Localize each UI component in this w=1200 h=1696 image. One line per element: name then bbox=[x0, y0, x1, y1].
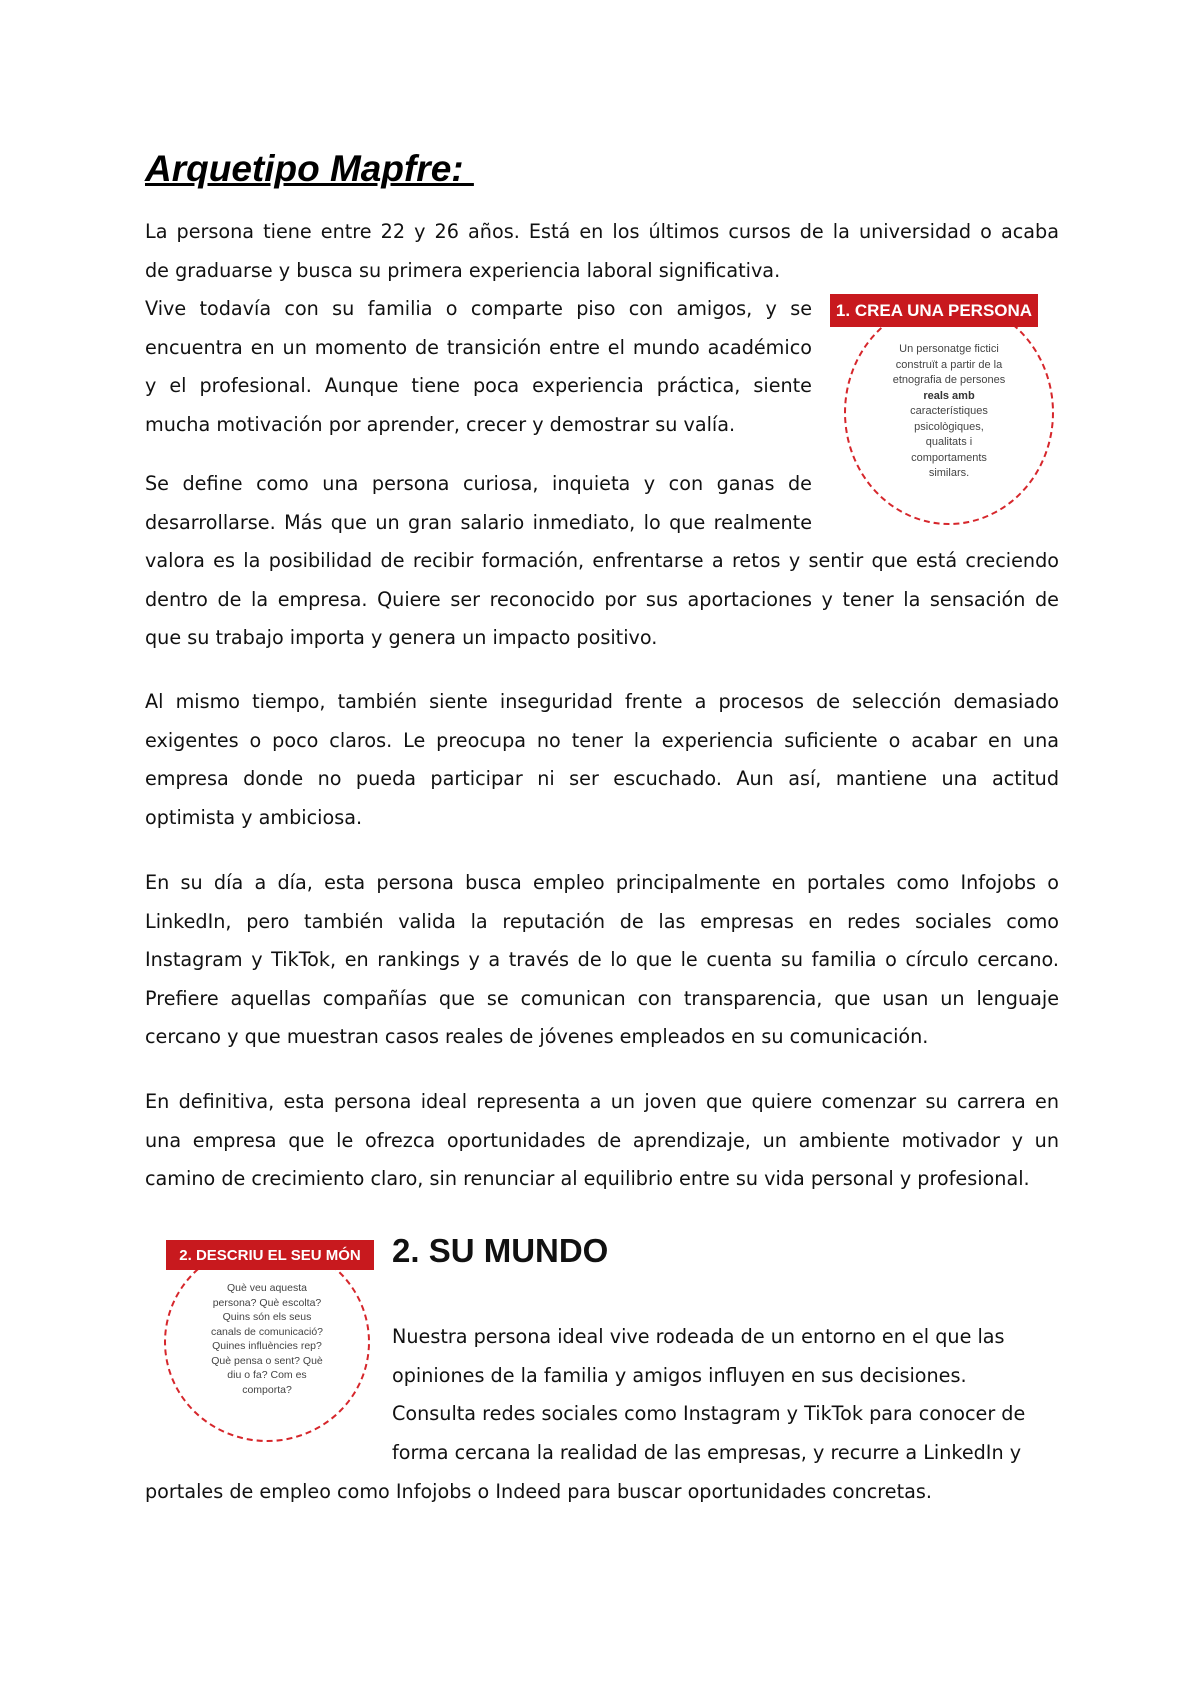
text-line: optimista y ambiciosa. bbox=[145, 805, 363, 829]
crea-una-persona-figure bbox=[830, 290, 1060, 540]
text-line: portales de empleo como Infojobs o Indeed para buscar oportunidades concretas. bbox=[145, 1480, 932, 1503]
figure-caption-line: reals amb bbox=[923, 389, 975, 402]
text-line: Consulta redes sociales como Instagram y TikTok para conocer de bbox=[392, 1402, 1026, 1426]
text-line: Instagram y TikTok, en rankings y a través de lo que le cuenta su familia o círculo cercano. bbox=[145, 948, 1059, 972]
text-line: encuentra en un momento de transición entre el mundo académico bbox=[145, 335, 812, 359]
figure-caption-line: Quines influències rep? bbox=[212, 1340, 322, 1352]
text-line: empresa donde no pueda participar ni ser escuchado. Aun así, mantiene una actitud bbox=[145, 767, 1059, 791]
figure-caption-line: persona? Què escolta? bbox=[212, 1296, 322, 1309]
paragraph-4 bbox=[145, 864, 1059, 1057]
descriu-el-seu-mon-figure bbox=[164, 1237, 374, 1447]
figure-caption-line: construït a partir de la bbox=[895, 358, 1003, 371]
text-line: dentro de la empresa. Quiere ser reconocido por sus aportaciones y tener la sensación de bbox=[145, 587, 1059, 611]
text-line: Prefiere aquellas compañías que se comunican con transparencia, que usan un lenguaje bbox=[145, 986, 1059, 1010]
text-line: Nuestra persona ideal vive rodeada de un entorno en el que las bbox=[392, 1325, 1005, 1348]
figure-caption-line: similars. bbox=[928, 467, 970, 479]
section-heading: 2. SU MUNDO bbox=[392, 1232, 609, 1269]
section2-paragraph bbox=[392, 1318, 1060, 1472]
text-line: camino de crecimiento claro, sin renunciar al equilibrio entre su vida personal y profesional. bbox=[145, 1167, 1030, 1191]
document-title: Arquetipo Mapfre: bbox=[145, 148, 474, 189]
figure-banner: 2. DESCRIU EL SEU MÓN bbox=[166, 1240, 374, 1270]
text-line: Se define como una persona curiosa, inquieta y con ganas de bbox=[145, 472, 812, 495]
text-line: de graduarse y busca su primera experiencia laboral significativa. bbox=[145, 258, 781, 282]
figure-caption-line: Un personatge fictici bbox=[899, 343, 999, 355]
figure-caption-line: característiques bbox=[910, 405, 988, 417]
figure-caption-line: qualitats i bbox=[925, 436, 973, 448]
figure-caption-line: diu o fa? Com es bbox=[227, 1369, 307, 1381]
text-line: opiniones de la familia y amigos influyen en sus decisiones. bbox=[392, 1363, 967, 1387]
text-line: mucha motivación por aprender, crecer y demostrar su valía. bbox=[145, 412, 736, 436]
figure-caption-line: psicològiques, bbox=[914, 420, 984, 433]
text-line: En definitiva, esta persona ideal representa a un joven que quiere comenzar su carrera en bbox=[145, 1090, 1059, 1113]
text-line: LinkedIn, pero también valida la reputación de las empresas en redes sociales como bbox=[145, 909, 1059, 933]
text-line: y el profesional. Aunque tiene poca experiencia práctica, siente bbox=[145, 374, 812, 398]
figure-caption bbox=[164, 1281, 370, 1397]
section2-paragraph-cont bbox=[145, 1473, 1059, 1512]
text-line: Al mismo tiempo, también siente inseguridad frente a procesos de selección demasiado bbox=[145, 690, 1059, 713]
paragraph-5 bbox=[145, 1083, 1059, 1199]
figure-caption-line: Què pensa o sent? Què bbox=[211, 1354, 323, 1367]
paragraph-2a bbox=[145, 465, 812, 542]
text-line: valora es la posibilidad de recibir formación, enfrentarse a retos y sentir que está creciendo bbox=[145, 549, 1059, 572]
text-line: La persona tiene entre 22 y 26 años. Está en los últimos cursos de la universidad o acaba bbox=[145, 220, 1059, 243]
intro-paragraph bbox=[145, 213, 1059, 290]
text-line: exigentes o poco claros. Le preocupa no tener la experiencia suficiente o acabar en una bbox=[145, 728, 1059, 752]
paragraph-3 bbox=[145, 683, 1059, 837]
paragraph-1 bbox=[145, 290, 812, 444]
text-line: una empresa que le ofrezca oportunidades de aprendizaje, un ambiente motivador y un bbox=[145, 1128, 1059, 1152]
figure-caption-line: canals de comunicació? bbox=[210, 1325, 324, 1338]
figure-caption-line: comporta? bbox=[242, 1383, 292, 1396]
text-line: forma cercana la realidad de las empresas, y recurre a LinkedIn y bbox=[392, 1440, 1022, 1464]
text-line: Vive todavía con su familia o comparte piso con amigos, y se bbox=[145, 297, 812, 320]
text-line: que su trabajo importa y genera un impacto positivo. bbox=[145, 626, 658, 650]
figure-caption-line: Què veu aquesta bbox=[227, 1282, 307, 1294]
text-line: desarrollarse. Más que un gran salario inmediato, lo que realmente bbox=[145, 510, 812, 534]
text-line: cercano y que muestran casos reales de jóvenes empleados en su comunicación. bbox=[145, 1025, 929, 1049]
figure-banner: 1. CREA UNA PERSONA bbox=[830, 294, 1038, 327]
figure-caption-line: etnografia de persones bbox=[892, 374, 1006, 386]
figure-caption-line: Quins són els seus bbox=[222, 1311, 312, 1323]
figure-caption-line: comportaments bbox=[911, 451, 987, 464]
figure-caption bbox=[844, 342, 1054, 482]
text-line: En su día a día, esta persona busca empleo principalmente en portales como Infojobs o bbox=[145, 871, 1059, 894]
paragraph-2b bbox=[145, 542, 1059, 658]
